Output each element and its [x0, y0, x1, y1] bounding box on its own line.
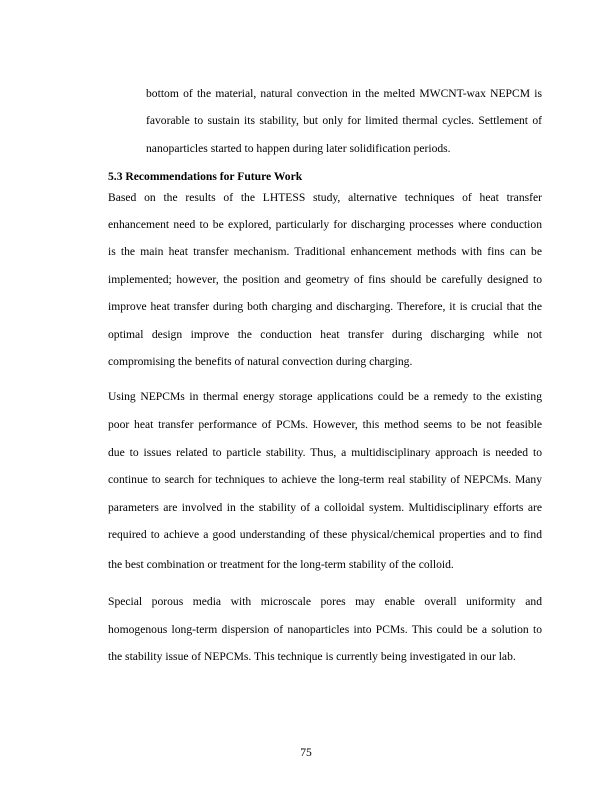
paragraph-1-line: improve heat transfer during both charging and discharging. Therefore, it is crucial that the: [108, 300, 542, 313]
page-number: 75: [300, 746, 312, 759]
paragraph-2-line: the best combination or treatment for the long-term stability of the colloid.: [108, 558, 454, 571]
paragraph-3-line: the stability issue of NEPCMs. This technique is currently being investigated in our lab.: [108, 650, 516, 663]
section-heading: 5.3 Recommendations for Future Work: [108, 170, 303, 183]
paragraph-1-line: is the main heat transfer mechanism. Traditional enhancement methods with fins can be: [108, 245, 542, 258]
paragraph-2-line: Using NEPCMs in thermal energy storage applications could be a remedy to the existing: [108, 390, 542, 403]
continued-paragraph-line: bottom of the material, natural convection in the melted MWCNT-wax NEPCM is: [146, 87, 542, 100]
paragraph-1-line: enhancement need to be explored, particularly for discharging processes where conduction: [108, 218, 542, 231]
paragraph-2-line: poor heat transfer performance of PCMs. However, this method seems to be not feasible: [108, 418, 542, 431]
paragraph-3-line: Special porous media with microscale pores may enable overall uniformity and: [108, 595, 542, 608]
paragraph-1-line: Based on the results of the LHTESS study, alternative techniques of heat transfer: [108, 191, 542, 204]
paragraph-2-line: continue to search for techniques to achieve the long-term real stability of NEPCMs. Many: [108, 473, 542, 486]
paragraph-2-line: due to issues related to particle stability. Thus, a multidisciplinary approach is needed to: [108, 446, 542, 459]
paragraph-3-line: homogenous long-term dispersion of nanoparticles into PCMs. This could be a solution to: [108, 623, 542, 636]
continued-paragraph-line: favorable to sustain its stability, but only for limited thermal cycles. Settlement of: [146, 114, 542, 127]
paragraph-1-line: implemented; however, the position and geometry of fins should be carefully designed to: [108, 273, 542, 286]
paragraph-1-line: optimal design improve the conduction heat transfer during discharging while not: [108, 328, 542, 341]
paragraph-1-line: compromising the benefits of natural convection during charging.: [108, 355, 413, 368]
paragraph-2-line: parameters are involved in the stability of a colloidal system. Multidisciplinary efforts are: [108, 501, 542, 514]
continued-paragraph-line: nanoparticles started to happen during later solidification periods.: [146, 142, 451, 155]
paragraph-2-line: required to achieve a good understanding of these physical/chemical properties and to find: [108, 528, 542, 541]
